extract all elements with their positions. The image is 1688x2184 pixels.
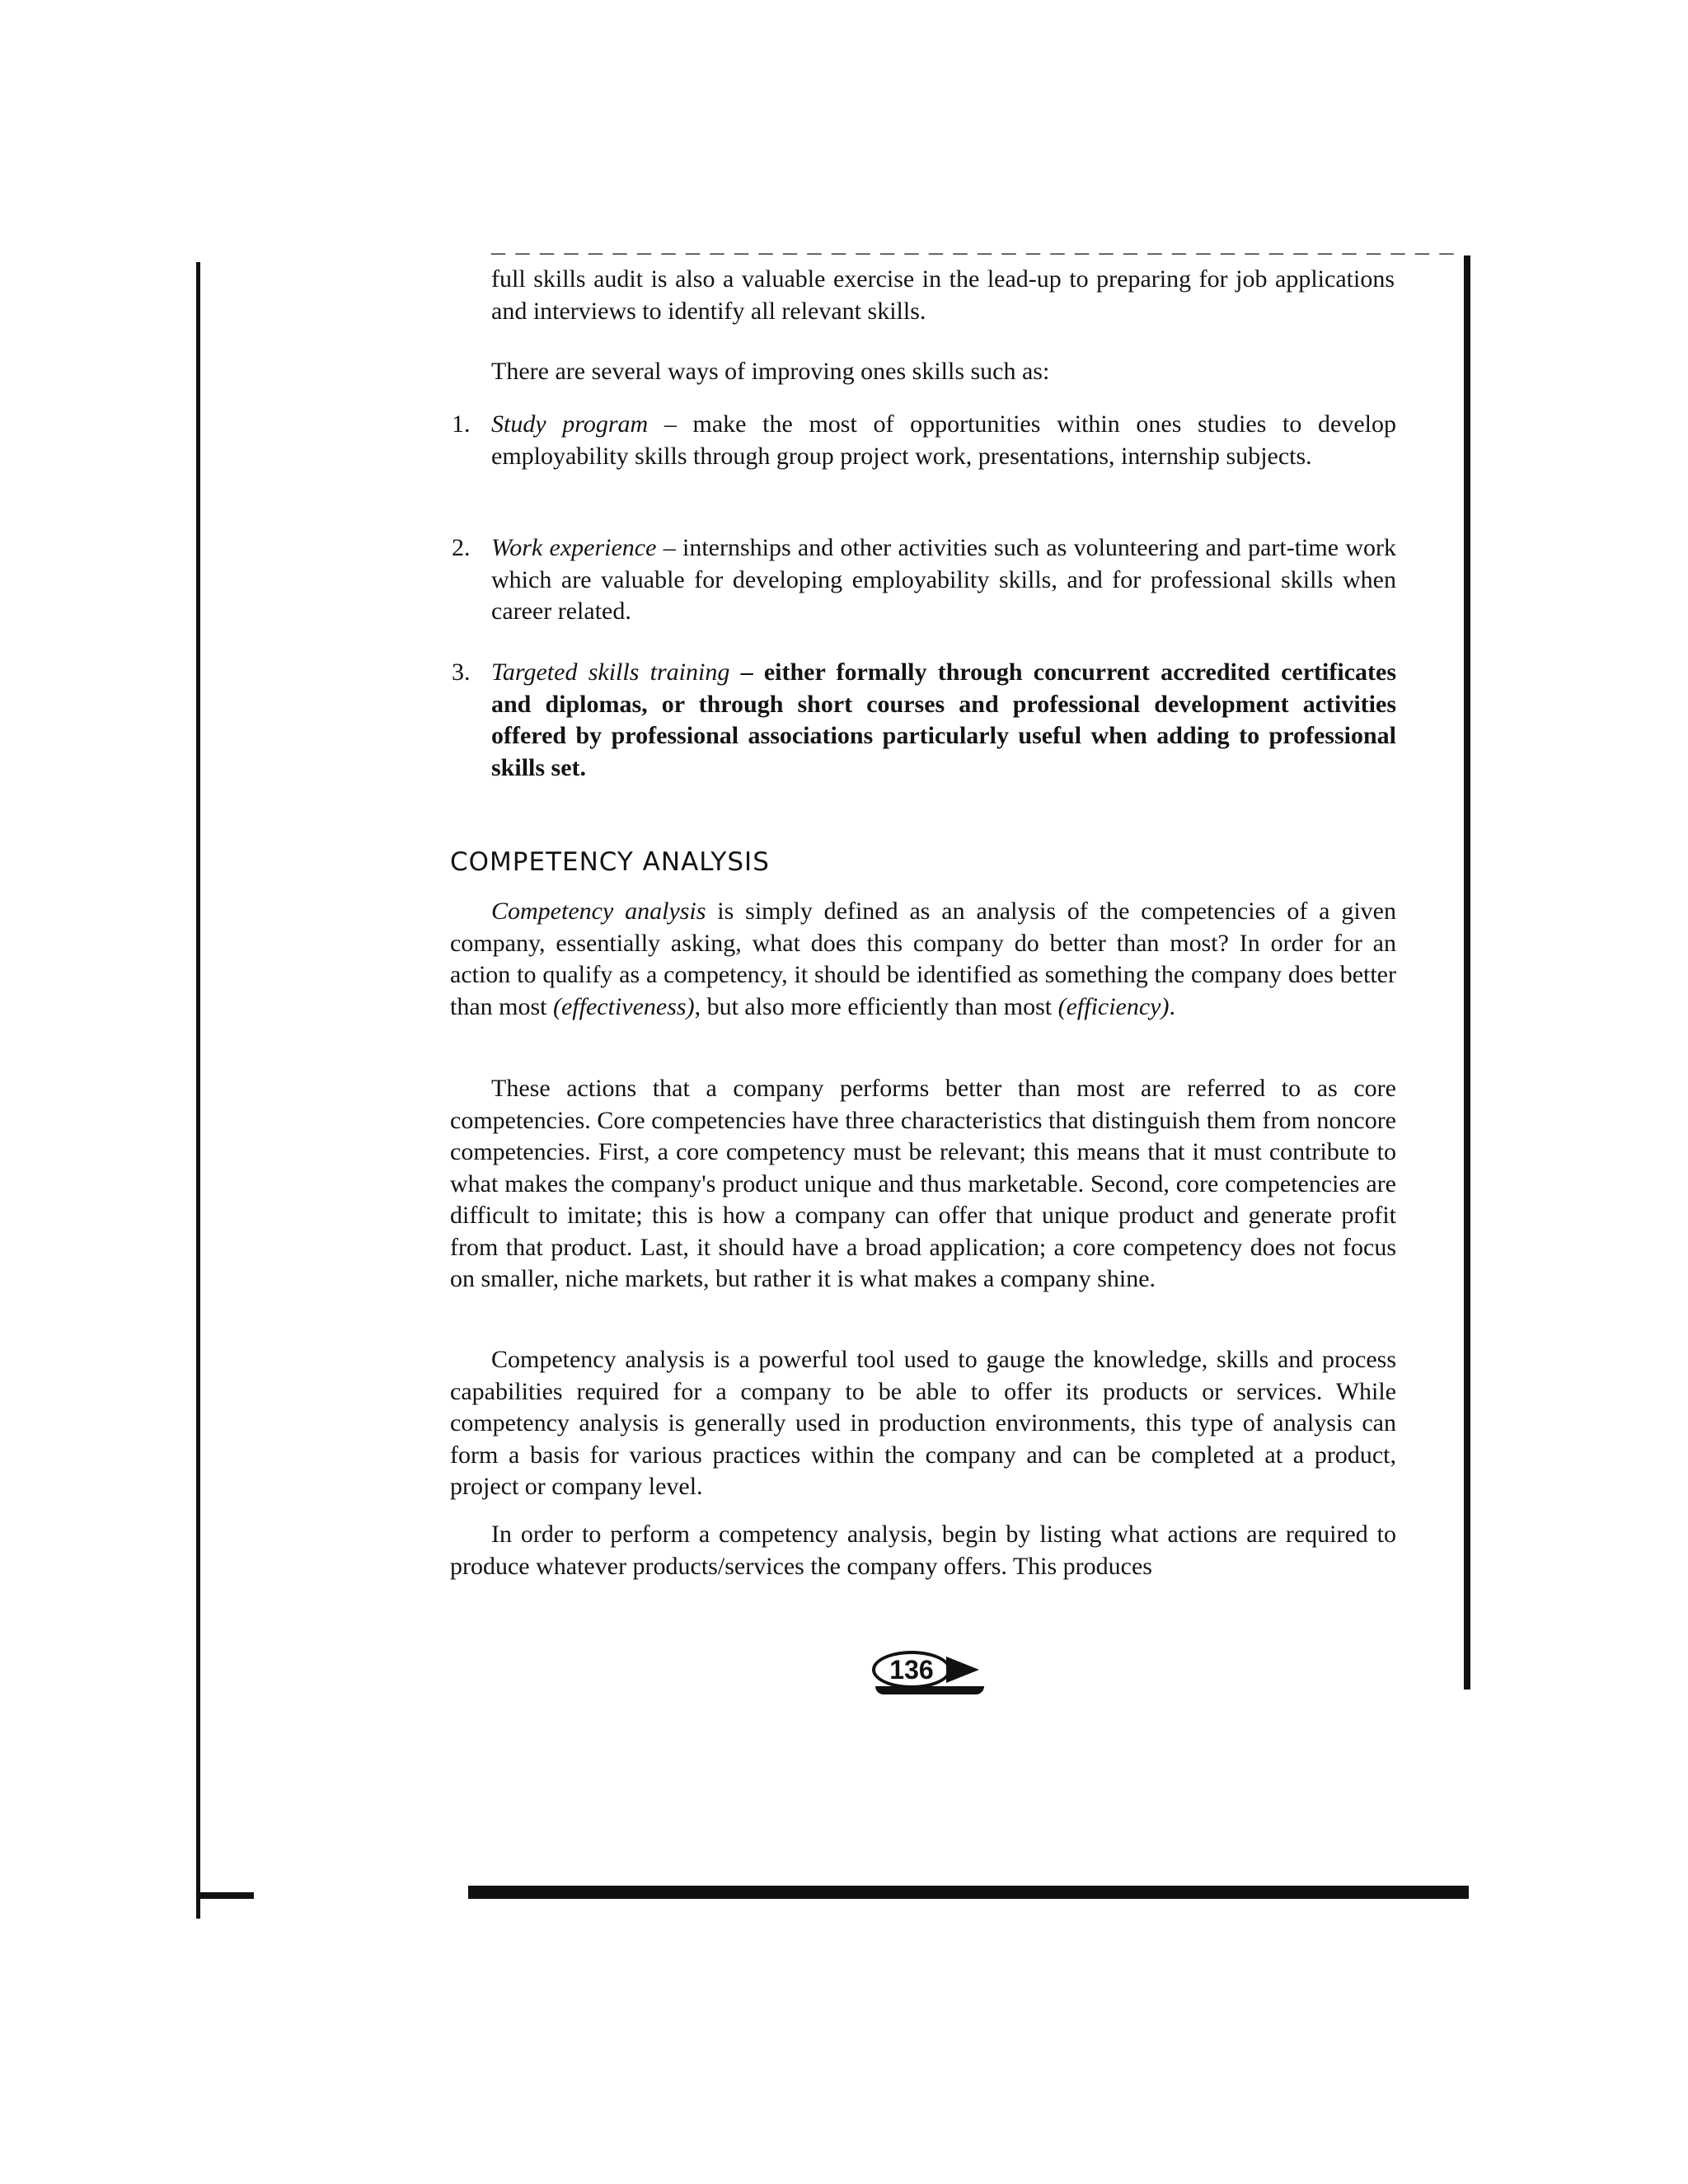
list-item-term: Targeted skills training <box>491 658 730 686</box>
scan-border-corner <box>196 1892 254 1899</box>
list-item-body <box>491 657 1396 784</box>
list-item-number: 2. <box>452 534 471 561</box>
competency-definition-paragraph <box>450 896 1396 1023</box>
page-number: 136 <box>872 1651 951 1689</box>
list-item-text: – internships and other activities such as volunteering and part-time work which are valuable for developing employability skills, and for professional skills when career related. <box>491 534 1396 625</box>
list-item-body <box>491 409 1396 472</box>
core-competencies-paragraph: These actions that a company performs better than most are referred to as core competencies. Core competencies have three characteristics that distinguish them from noncore competencies. First, a core competency must be relevant; this means that it must contribute to what makes the company's product unique and thus marketable. Second, core competencies are difficult to imitate; this is how a company can offer that unique product and generate profit from that product. Last, it should have a broad application; a core competency does not focus on smaller, niche markets, but rather it is what makes a company shine. <box>450 1075 1396 1292</box>
list-item-text: – make the most of opportunities within ones studies to develop employability skills through group project work, presentations, internship subjects. <box>491 410 1396 470</box>
list-item-body <box>491 532 1396 628</box>
cut-off-text-line: – – – – – – – – – – – – – – – – – – – – – – – – – – – – – – – – – – – – – – – – <box>491 237 1456 267</box>
intro-paragraph: full skills audit is also a valuable exercise in the lead-up to preparing for job applications and interviews to identify all relevant skills. <box>491 265 1395 325</box>
perform-analysis-paragraph: In order to perform a competency analysis, begin by listing what actions are required to produce whatever products/services the company offers. This produces <box>450 1521 1396 1580</box>
term-competency-analysis: Competency analysis <box>491 898 706 925</box>
competency-tool-paragraph: Competency analysis is a powerful tool used to gauge the knowledge, skills and process capabilities required for a company to be able to offer its products or services. While competency analysis is generally used in production environments, this type of analysis can form a basis for various practices within the company and can be completed at a product, project or company level. <box>450 1346 1396 1500</box>
term-efficiency: (efficiency) <box>1057 992 1170 1020</box>
list-item-number: 1. <box>452 410 471 438</box>
paragraph-text: , but also more efficiently than most <box>694 992 1058 1020</box>
section-title: COMPETENCY ANALYSIS <box>450 847 770 877</box>
scan-border-right <box>1464 255 1470 1690</box>
scan-border-left <box>196 262 200 1919</box>
term-effectiveness: (effectiveness) <box>553 992 695 1020</box>
list-item-term: Work experience <box>491 534 657 561</box>
list-item-term: Study program <box>491 410 649 438</box>
ways-intro: There are several ways of improving ones skills such as: <box>491 358 1050 385</box>
paragraph-text: is simply defined as an analysis of the competencies of a given company, essentially asking, what does this company do better than most? In order for an action to qualify as a competency, it should be identified as something the company does better than most <box>450 898 1396 1020</box>
list-item-text: – either formally through concurrent accredited certificates and diplomas, or through short courses and professional development activities offered by professional associations particularly useful when adding to professional skills set. <box>491 658 1397 781</box>
list-item-number: 3. <box>452 658 471 686</box>
page-number-badge-shadow <box>875 1686 984 1694</box>
page-number-badge-tail <box>946 1657 979 1683</box>
paragraph-text: . <box>1169 992 1175 1020</box>
scan-border-bottom <box>468 1886 1469 1899</box>
